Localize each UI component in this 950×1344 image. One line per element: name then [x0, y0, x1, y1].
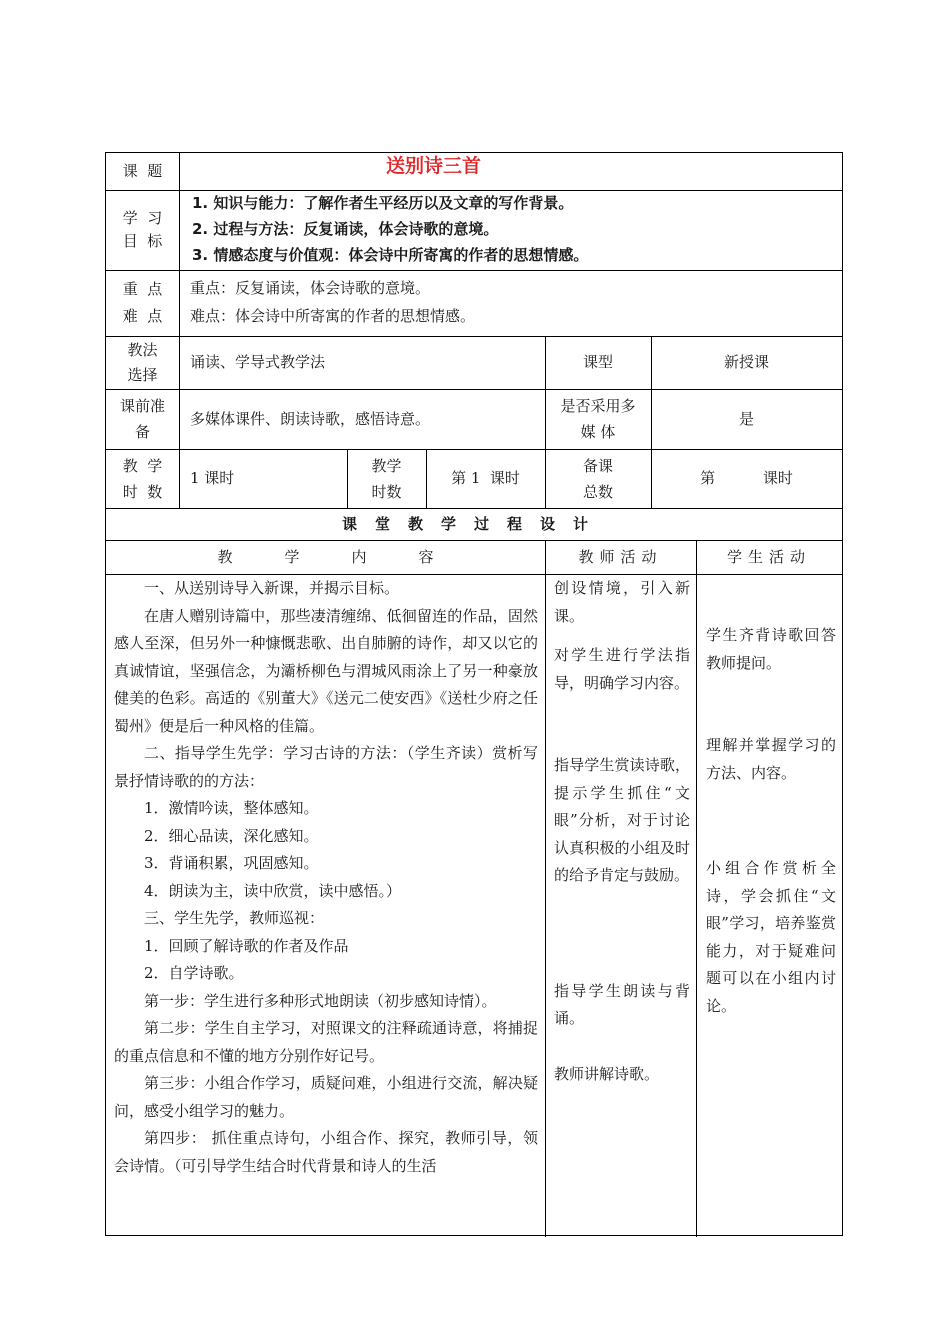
label-goals: 学 习 目 标	[122, 209, 163, 250]
lesson-type: 新授课	[723, 353, 769, 371]
content-paragraph: 三、学生先学，教师巡视：	[144, 909, 325, 927]
teacher-activity: 对学生进行学法指导，明确学习内容。	[554, 646, 690, 692]
content-paragraph: 1．激情吟读，整体感知。	[144, 799, 319, 817]
label-lesson-type: 课型	[582, 353, 613, 371]
content-paragraph: 第一步：学生进行多种形式地朗读（初步感知诗情）。	[144, 991, 497, 1010]
content-paragraph: 1．回顾了解诗歌的作者及作品	[144, 936, 349, 955]
content-paragraph: 3．背诵积累，巩固感知。	[144, 854, 319, 872]
teacher-column	[554, 575, 690, 1088]
lesson-title: 送别诗三首	[386, 155, 482, 177]
label-prep: 课前准 备	[119, 397, 165, 441]
lesson-plan-table	[105, 152, 843, 1236]
key-point: 重点：反复诵读，体会诗歌的意境。	[190, 279, 431, 297]
content-paragraph: 二、指导学生先学：学习古诗的方法：（学生齐读）赏析写景抒情诗歌的的方法：	[114, 744, 538, 790]
label-topic: 课 题	[122, 162, 163, 180]
content-paragraph: 第二步：学生自主学习，对照课文的注释疏通诗意，将捕捉的重点信息和不懂的地方分别作好记号。	[114, 1019, 538, 1065]
label-hours-2: 教学 时数	[371, 456, 402, 501]
student-activity: 理解并掌握学习的方法、内容。	[706, 736, 836, 782]
content-paragraph: 2．细心品读，深化感知。	[144, 826, 319, 845]
student-column	[706, 622, 836, 1020]
teacher-activity: 指导学生朗读与背诵。	[554, 981, 690, 1027]
content-paragraph: 第四步： 抓住重点诗句，小组合作、探究，教师引导，领会诗情。（可引导学生结合时代背景和诗人的生活	[114, 1129, 538, 1175]
label-hours: 教 学 时 数	[122, 456, 163, 501]
label-multimedia: 是否采用多 媒 体	[560, 397, 636, 441]
teacher-activity: 创设情境，引入新课。	[554, 579, 690, 625]
student-activity: 小组合作赏析全诗，学会抓住“文眼”学习，培养鉴赏能力，对于疑难问题可以在小组内讨论。	[706, 859, 836, 1015]
goals-list	[192, 190, 832, 268]
col-header-student: 学生活动	[726, 547, 811, 566]
content-paragraph: 一、从送别诗导入新课，并揭示目标。	[144, 579, 400, 597]
content-paragraph: 在唐人赠别诗篇中，那些凄清缠绵、低徊留连的作品，固然感人至深，但另外一种慷慨悲歌、出自肺腑的诗作，却又以它的真诚情谊，坚强信念，为灞桥柳色与渭城风雨涂上了另一种豪放健美的色彩。高适的《别董大》《送元二使安西》《送杜少府之任蜀州》便是后一种风格的佳篇。	[114, 606, 538, 735]
hours-2: 第 1 课时	[451, 469, 520, 487]
student-activity: 学生齐背诗歌回答教师提问。	[706, 626, 836, 672]
multimedia: 是	[738, 409, 754, 428]
col-header-teacher: 教师活动	[578, 547, 663, 566]
design-heading: 课堂教学过程设计	[341, 514, 606, 533]
col-divider	[179, 153, 180, 508]
col-header-content: 教学内容	[217, 547, 486, 566]
key-points	[190, 274, 475, 330]
teacher-activity: 指导学生赏读诗歌，提示学生抓住“文眼”分析，对于讨论认真积极的小组及时的给予肯定与鼓励。	[554, 756, 690, 884]
label-total: 备课 总数	[582, 456, 613, 501]
goal-item: 3. 情感态度与价值观：体会诗中所寄寓的作者的思想情感。	[192, 246, 589, 264]
content-paragraph: 2．自学诗歌。	[144, 964, 244, 982]
label-key-points: 重 点 难 点	[122, 280, 163, 325]
goal-item: 2. 过程与方法：反复诵读，体会诗歌的意境。	[192, 220, 499, 238]
teacher-activity: 教师讲解诗歌。	[554, 1064, 660, 1083]
col-divider	[696, 540, 697, 1237]
label-method: 教法 选择	[127, 340, 158, 384]
prep: 多媒体课件、朗读诗歌，感悟诗意。	[190, 409, 431, 428]
content-column	[114, 575, 538, 1180]
method: 诵读、学导式教学法	[190, 353, 326, 371]
total: 第 课时	[700, 469, 793, 487]
col-divider	[545, 540, 546, 1237]
goal-item: 1. 知识与能力：了解作者生平经历以及文章的写作背景。	[192, 194, 574, 212]
content-paragraph: 第三步：小组合作学习，质疑问难，小组进行交流，解决疑问，感受小组学习的魅力。	[114, 1074, 538, 1120]
content-paragraph: 4．朗读为主，读中欣赏，读中感悟。）	[144, 881, 402, 900]
hours: 1 课时	[190, 469, 235, 487]
difficult-point: 难点：体会诗中所寄寓的作者的思想情感。	[190, 307, 476, 325]
row-divider	[106, 270, 842, 271]
